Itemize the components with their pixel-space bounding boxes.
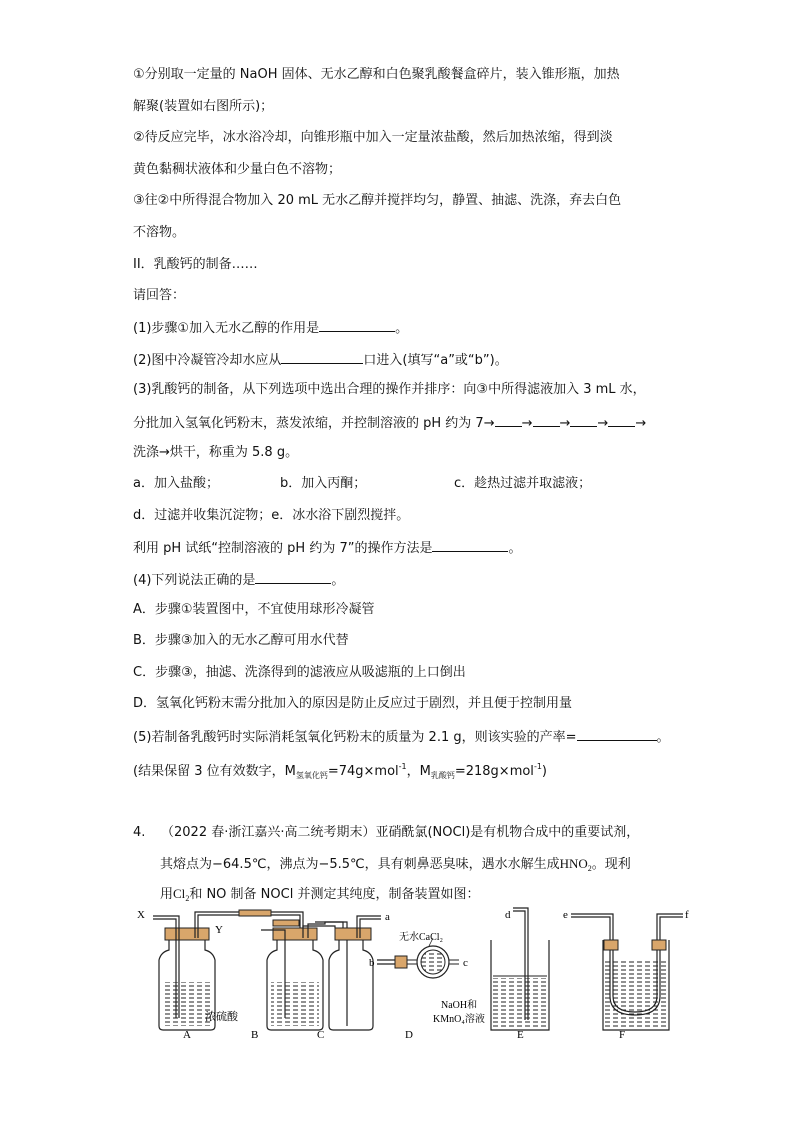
problem-4-properties: 其熔点为−64.5℃，沸点为−5.5℃，具有刺鼻恶臭味，遇水水解生成 xyxy=(160,857,560,872)
q1-answer-blank[interactable] xyxy=(319,318,395,332)
beaker-e xyxy=(491,908,549,1030)
question-3-line-2 xyxy=(133,413,646,433)
step2-line-2: 黄色黏稠状液体和少量白色不溶物； xyxy=(133,162,342,177)
step2-line-1: ②待反应完毕，冰水浴冷却，向锥形瓶中加入一定量浓盐酸，然后加热浓缩，得到淡 xyxy=(133,130,613,145)
q3-blank-4[interactable] xyxy=(608,413,635,427)
problem-4-use: 用 xyxy=(160,887,174,902)
label-apparatus-c: C xyxy=(317,1029,325,1041)
label-apparatus-f: F xyxy=(619,1029,626,1041)
label-apparatus-e: E xyxy=(517,1029,524,1041)
ph-answer-blank[interactable] xyxy=(432,538,508,552)
step3-line-2: 不溶物。 xyxy=(133,225,186,240)
option-a: a．加入盐酸； xyxy=(133,476,219,491)
label-cacl2: 无水CaCl₂ xyxy=(399,932,444,943)
q3-blank-2[interactable] xyxy=(533,413,560,427)
bottle-c xyxy=(315,916,381,1030)
label-x: X xyxy=(137,909,145,921)
bottle-b xyxy=(239,910,343,1030)
q1-text: (1)步骤①加入无水乙醇的作用是 xyxy=(133,321,320,336)
q5-note-sub-lactate: 乳酸钙 xyxy=(430,771,455,780)
q5-end: 。 xyxy=(656,730,670,745)
q3-arrow-1: → xyxy=(521,416,533,431)
q5-note-sub-caoh2: 氢氧化钙 xyxy=(295,771,328,780)
label-a: a xyxy=(385,911,390,923)
question-3-line-3: 洗涤→烘干，称重为 5.8 g。 xyxy=(133,445,299,460)
option-c: c．趁热过滤并取滤液； xyxy=(454,476,592,491)
q5-note-mid: =74g×mol xyxy=(327,764,399,779)
label-e: e xyxy=(563,909,568,921)
q3-arrow-3: → xyxy=(597,416,609,431)
answer-prompt: 请回答： xyxy=(133,288,186,303)
label-apparatus-d: D xyxy=(405,1029,413,1041)
question-1 xyxy=(133,318,408,338)
problem-4-setup-text: 和 NO 制备 NOCl 并测定其纯度，制备装置如图： xyxy=(189,887,480,902)
q4-answer-blank[interactable] xyxy=(255,570,331,584)
q2-text: (2)图中冷凝管冷却水应从 xyxy=(133,353,282,368)
apparatus-diagram xyxy=(133,900,703,1050)
q2-end: 口进入(填写“a”或“b”)。 xyxy=(363,353,508,368)
ph-end: 。 xyxy=(508,541,522,556)
ph-method-question xyxy=(133,538,521,558)
problem-4-source: （2022 春·浙江嘉兴·高二统考期末） xyxy=(161,825,376,840)
question-3-line-1: (3)乳酸钙的制备，从下列选项中选出合理的操作并排序：向③中所得滤液加入 3 mL 水， xyxy=(133,382,646,397)
problem-4-properties-end: 。现利 xyxy=(591,857,631,872)
beaker-f xyxy=(571,914,683,1030)
q3-blank-1[interactable] xyxy=(495,413,522,427)
cl2-subscript: 2 xyxy=(185,894,190,903)
question-2 xyxy=(133,350,508,370)
q3-text: 分批加入氢氧化钙粉末，蒸发浓缩，并控制溶液的 pH 约为 7→ xyxy=(133,416,495,431)
q5-note-close: ) xyxy=(541,764,547,779)
q3-arrow-2: → xyxy=(559,416,571,431)
q4-end: 。 xyxy=(331,573,345,588)
step1-line-1: ①分别取一定量的 NaOH 固体、无水乙醇和白色聚乳酸餐盒碎片，装入锥形瓶，加热 xyxy=(133,67,620,82)
label-apparatus-a: A xyxy=(183,1029,191,1041)
label-kmno4: KMnO₄溶液 xyxy=(433,1014,485,1025)
problem-4-number: 4. xyxy=(133,825,146,840)
q5-note-sep: ，M xyxy=(406,764,431,779)
step3-line-1: ③往②中所得混合物加入 20 mL 无水乙醇并搅拌均匀，静置、抽滤、洗涤，弃去白色 xyxy=(133,193,622,208)
q5-note-start: (结果保留 3 位有效数字，M xyxy=(133,764,296,779)
options-row-2: d．过滤并收集沉淀物；e．冰水浴下剧烈搅拌。 xyxy=(133,508,410,523)
q5-text: (5)若制备乳酸钙时实际消耗氢氧化钙粉末的质量为 2.1 g，则该实验的产率= xyxy=(133,730,577,745)
drying-tube-d xyxy=(377,938,459,978)
q3-blank-3[interactable] xyxy=(570,413,597,427)
problem-4-line-1 xyxy=(133,824,639,842)
options-row-1 xyxy=(133,475,591,493)
hno2-formula: HNO xyxy=(559,856,588,871)
label-naoh: NaOH和 xyxy=(441,1000,478,1011)
q2-answer-blank[interactable] xyxy=(281,350,363,364)
q5-note-end: =218g×mol xyxy=(454,764,534,779)
q4-text: (4)下列说法正确的是 xyxy=(133,573,256,588)
ph-text: 利用 pH 试纸“控制溶液的 pH 约为 7”的操作方法是 xyxy=(133,541,433,556)
problem-4-intro: 亚硝酰氯(NOCl)是有机物合成中的重要试剂， xyxy=(375,825,640,840)
q1-end: 。 xyxy=(395,321,409,336)
cl2-formula: Cl xyxy=(173,886,186,901)
problem-4-line-2 xyxy=(160,855,631,878)
label-y: Y xyxy=(215,924,223,936)
label-b: b xyxy=(369,957,375,969)
label-c: c xyxy=(463,957,468,969)
q5-note-sup-1: -1 xyxy=(398,762,407,771)
step1-line-2: 解聚(装置如右图所示)； xyxy=(133,99,274,114)
option-b: b．加入丙酮； xyxy=(280,476,367,491)
hno2-subscript: 2 xyxy=(587,864,592,873)
choice-a: A．步骤①装置图中，不宜使用球形冷凝管 xyxy=(133,602,375,617)
question-5-note xyxy=(133,758,547,785)
label-apparatus-b: B xyxy=(251,1029,259,1041)
q3-arrow-4: → xyxy=(635,416,647,431)
label-conc-h2so4: 浓硫酸 xyxy=(205,1011,238,1023)
choice-c: C．步骤③，抽滤、洗涤得到的滤液应从吸滤瓶的上口倒出 xyxy=(133,665,466,680)
question-4 xyxy=(133,570,344,590)
choice-d: D．氢氧化钙粉末需分批加入的原因是防止反应过于剧烈，并且便于控制用量 xyxy=(133,696,573,711)
q5-note-sup-2: -1 xyxy=(533,762,542,771)
choice-b: B．步骤③加入的无水乙醇可用水代替 xyxy=(133,633,349,648)
label-f: f xyxy=(685,909,689,921)
label-d: d xyxy=(505,909,511,921)
part2-heading: II．乳酸钙的制备…… xyxy=(133,257,258,272)
q5-answer-blank[interactable] xyxy=(577,727,657,741)
question-5 xyxy=(133,727,670,747)
